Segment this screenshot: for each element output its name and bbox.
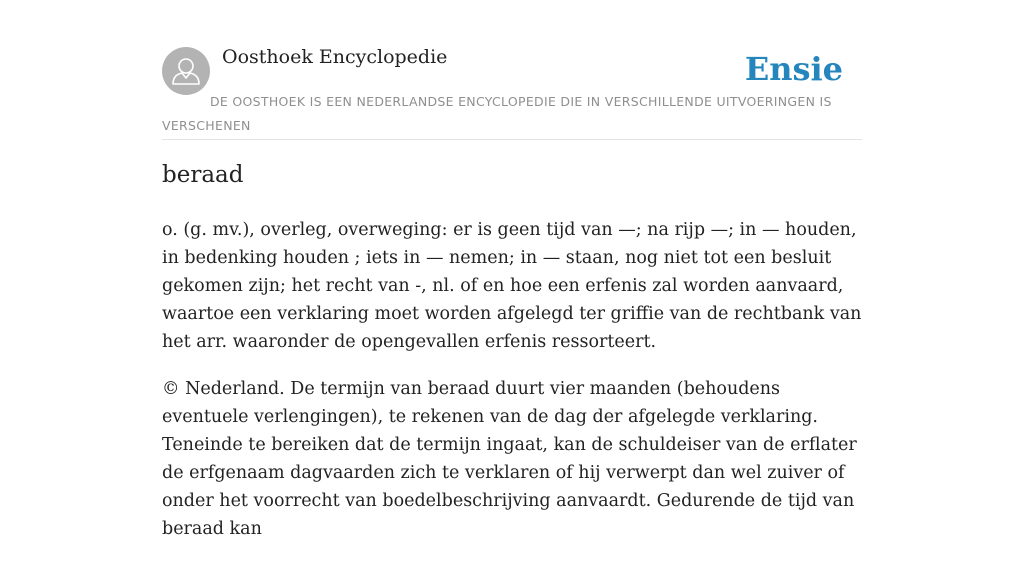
source-header <box>162 0 862 140</box>
entry-title: beraad <box>162 162 244 188</box>
user-silhouette-icon <box>162 47 210 95</box>
source-name-link[interactable]: Oosthoek Encyclopedie <box>222 46 448 68</box>
page <box>162 0 862 539</box>
ensie-logo[interactable]: Ensie <box>744 50 843 88</box>
entry-paragraph: o. (g. mv.), overleg, overweging: er is geen tijd van —; na rijp —; in — houden, in bedenking houden ; iets in — nemen; in — staan, nog niet tot een besluit gekomen zijn; het recht van -, nl. of en hoe een erfenis zal worden aanvaard, waartoe een verklaring moet worden afgelegd ter griffie van de rechtbank van het arr. waaronder de opengevallen erfenis ressorteert. <box>162 220 862 352</box>
entry-body <box>162 216 862 562</box>
entry-paragraph: © Nederland. De termijn van beraad duurt vier maanden (behoudens eventuele verlengingen), te rekenen van de dag der afgelegde verklaring. Teneinde te bereiken dat de termijn ingaat, kan de schuldeiser van de erflater de erfgenaam dagvaarden zich te verklaren of hij verwerpt dan wel zuiver of onder het voorrecht van boedelbeschrijving aanvaardt. Gedurende de tijd van beraad kan <box>162 379 857 539</box>
source-avatar[interactable] <box>162 47 210 95</box>
source-description: DE OOSTHOEK IS EEN NEDERLANDSE ENCYCLOPEDIE DIE IN VERSCHILLENDE UITVOERINGEN IS VERSCHENEN <box>162 94 832 133</box>
